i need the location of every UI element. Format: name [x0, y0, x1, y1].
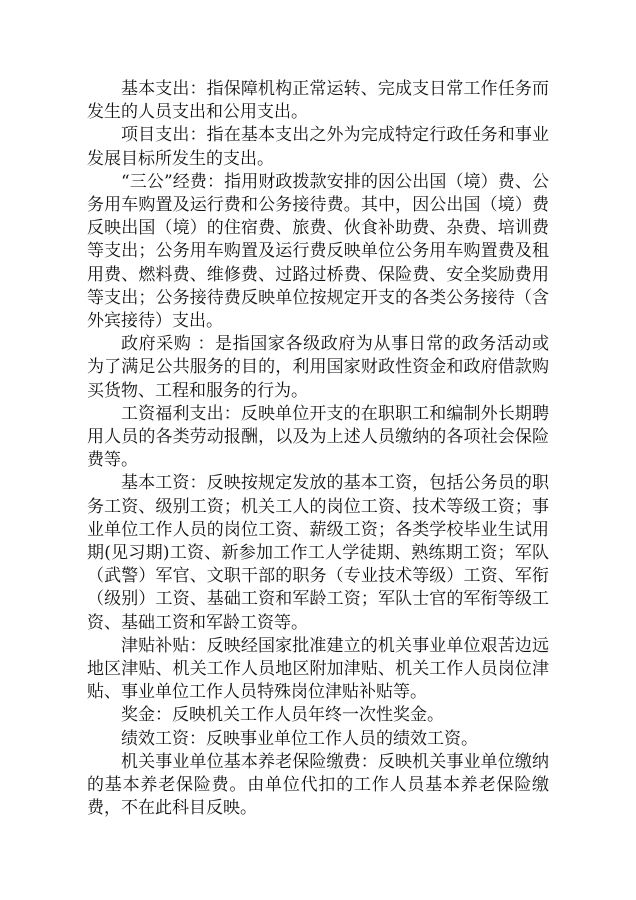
paragraph-three-public-funds: “三公”经费：指用财政拨款安排的因公出国（境）费、公务用车购置及运行费和公务接待费。其中，因公出国（境）费反映出国（境）的住宿费、旅费、伙食补助费、杂费、培训费等支出；公务用车购置及运行费反映单位公务用车购置费及租用费、燃料费、维修费、过路过桥费、保险费、安全奖励费用等支出；公务接待费反映单位按规定开支的各类公务接待（含外宾接待）支出。 [87, 171, 549, 332]
paragraph-allowances: 津贴补贴：反映经国家批准建立的机关事业单位艰苦边远地区津贴、机关工作人员地区附加津贴、机关工作人员岗位津贴、事业单位工作人员特殊岗位津贴补贴等。 [87, 635, 549, 703]
paragraph-salary-welfare: 工资福利支出：反映单位开支的在职职工和编制外长期聘用人员的各类劳动报酬，以及为上述人员缴纳的各项社会保险费等。 [87, 403, 549, 471]
paragraph-project-expenditure: 项目支出：指在基本支出之外为完成特定行政任务和事业发展目标所发生的支出。 [87, 125, 549, 169]
document-body [87, 78, 549, 821]
paragraph-bonus: 奖金：反映机关工作人员年终一次性奖金。 [121, 705, 444, 726]
paragraph-performance-salary: 绩效工资：反映事业单位工作人员的绩效工资。 [121, 728, 478, 749]
paragraph-pension-insurance: 机关事业单位基本养老保险缴费：反映机关事业单位缴纳的基本养老保险费。由单位代扣的工作人员基本养老保险缴费，不在此科目反映。 [87, 751, 549, 819]
paragraph-basic-salary: 基本工资：反映按规定发放的基本工资，包括公务员的职务工资、级别工资；机关工人的岗位工资、技术等级工资；事业单位工作人员的岗位工资、薪级工资；各类学校毕业生试用期(见习期)工资、新参加工作工人学徒期、熟练期工资；军队（武警）军官、文职干部的职务（专业技术等级）工资、军衔（级别）工资、基础工资和军龄工资；军队士官的军衔等级工资、基础工资和军龄工资等。 [87, 473, 549, 633]
paragraph-government-procurement: 政府采购 ：是指国家各级政府为从事日常的政务活动或为了满足公共服务的目的，利用国家财政性资金和政府借款购买货物、工程和服务的行为。 [87, 334, 549, 401]
paragraph-basic-expenditure: 基本支出：指保障机构正常运转、完成支日常工作任务而发生的人员支出和公用支出。 [87, 79, 549, 123]
